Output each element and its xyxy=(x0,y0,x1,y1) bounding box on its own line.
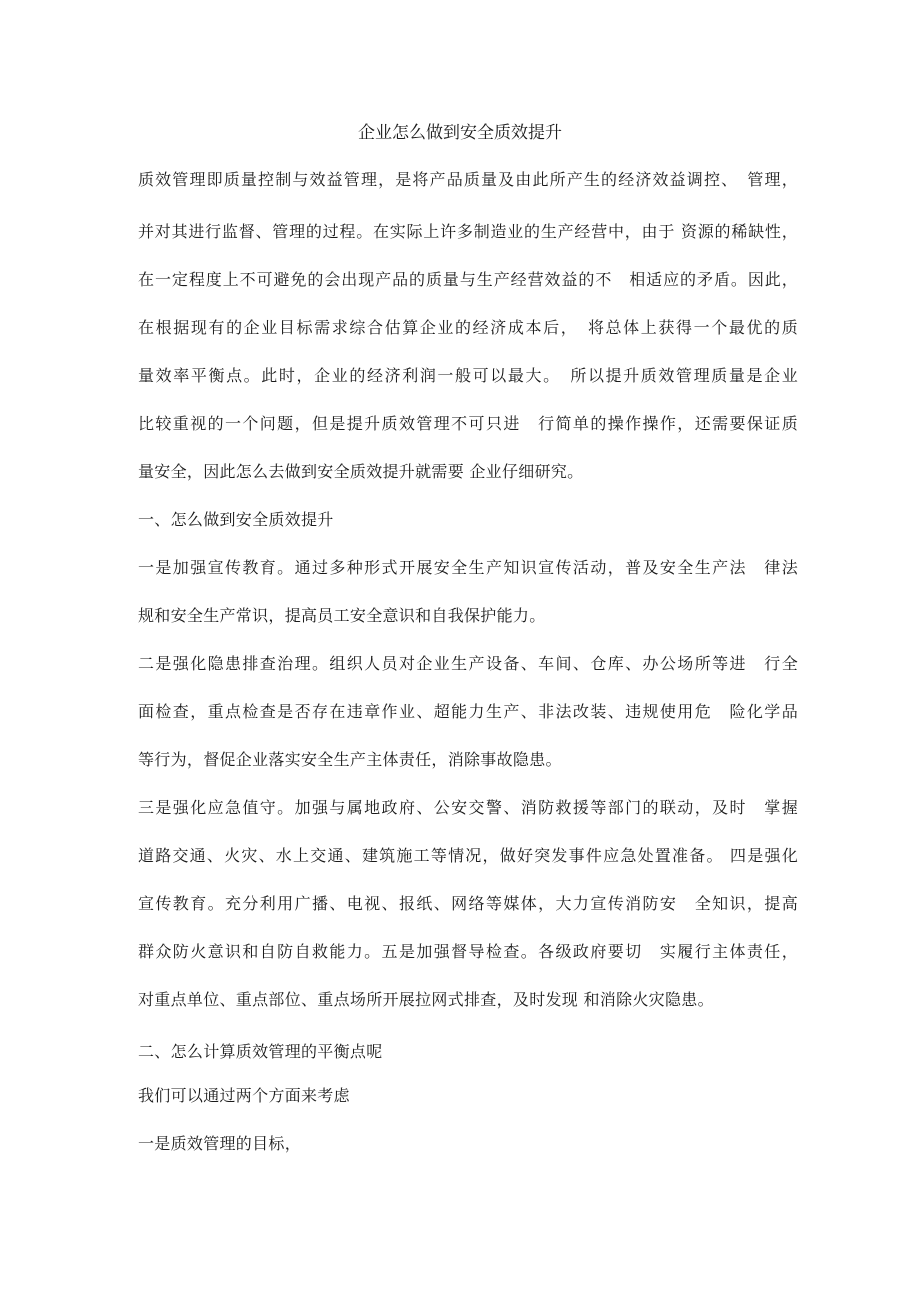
paragraph-line: 质效管理即质量控制与效益管理，是将产品质量及由此所产生的经济效益调控、 管理， xyxy=(138,170,798,189)
document-title: 企业怎么做到安全质效提升 xyxy=(358,123,562,143)
paragraph-line: 比较重视的一个问题，但是提升质效管理不可只进 行简单的操作操作，还需要保证质 xyxy=(138,414,798,433)
paragraph-line: 量安全，因此怎么去做到安全质效提升就需要 企业仔细研究。 xyxy=(138,462,584,481)
paragraph-line: 在一定程度上不可避免的会出现产品的质量与生产经营效益的不 相适应的矛盾。因此， xyxy=(138,270,798,289)
paragraph-line: 一是质效管理的目标， xyxy=(138,1134,302,1153)
paragraph-line: 对重点单位、重点部位、重点场所开展拉网式排查，及时发现 和消除火灾隐患。 xyxy=(138,990,714,1009)
paragraph-line: 并对其进行监督、管理的过程。在实际上许多制造业的生产经营中，由于 资源的稀缺性， xyxy=(138,222,798,241)
paragraph-line: 量效率平衡点。此时，企业的经济利润一般可以最大。 所以提升质效管理质量是企业 xyxy=(138,366,798,385)
paragraph-line: 我们可以通过两个方面来考虑 xyxy=(138,1086,350,1105)
paragraph-line: 群众防火意识和自防自救能力。五是加强督导检查。各级政府要切 实履行主体责任， xyxy=(138,942,798,961)
paragraph-line: 规和安全生产常识，提高员工安全意识和自我保护能力。 xyxy=(138,606,546,625)
paragraph-line: 等行为，督促企业落实安全生产主体责任，消除事故隐患。 xyxy=(138,750,562,769)
paragraph-line: 宣传教育。充分利用广播、电视、报纸、网络等媒体，大力宣传消防安 全知识，提高 xyxy=(138,894,798,913)
paragraph-line: 面检查，重点检查是否存在违章作业、超能力生产、非法改装、违规使用危 险化学品 xyxy=(138,702,798,721)
paragraph-line: 在根据现有的企业目标需求综合估算企业的经济成本后， 将总体上获得一个最优的质 xyxy=(138,318,798,337)
paragraph-line: 三是强化应急值守。加强与属地政府、公安交警、消防救援等部门的联动，及时 掌握 xyxy=(138,798,798,817)
section-heading: 一、怎么做到安全质效提升 xyxy=(138,510,334,529)
paragraph-line: 二是强化隐患排查治理。组织人员对企业生产设备、车间、仓库、办公场所等进 行全 xyxy=(138,654,798,673)
section-heading: 二、怎么计算质效管理的平衡点呢 xyxy=(138,1042,383,1061)
paragraph-line: 一是加强宣传教育。通过多种形式开展安全生产知识宣传活动，普及安全生产法 律法 xyxy=(138,558,798,577)
paragraph-line: 道路交通、火灾、水上交通、建筑施工等情况，做好突发事件应急处置准备。 四是强化 xyxy=(138,846,798,865)
